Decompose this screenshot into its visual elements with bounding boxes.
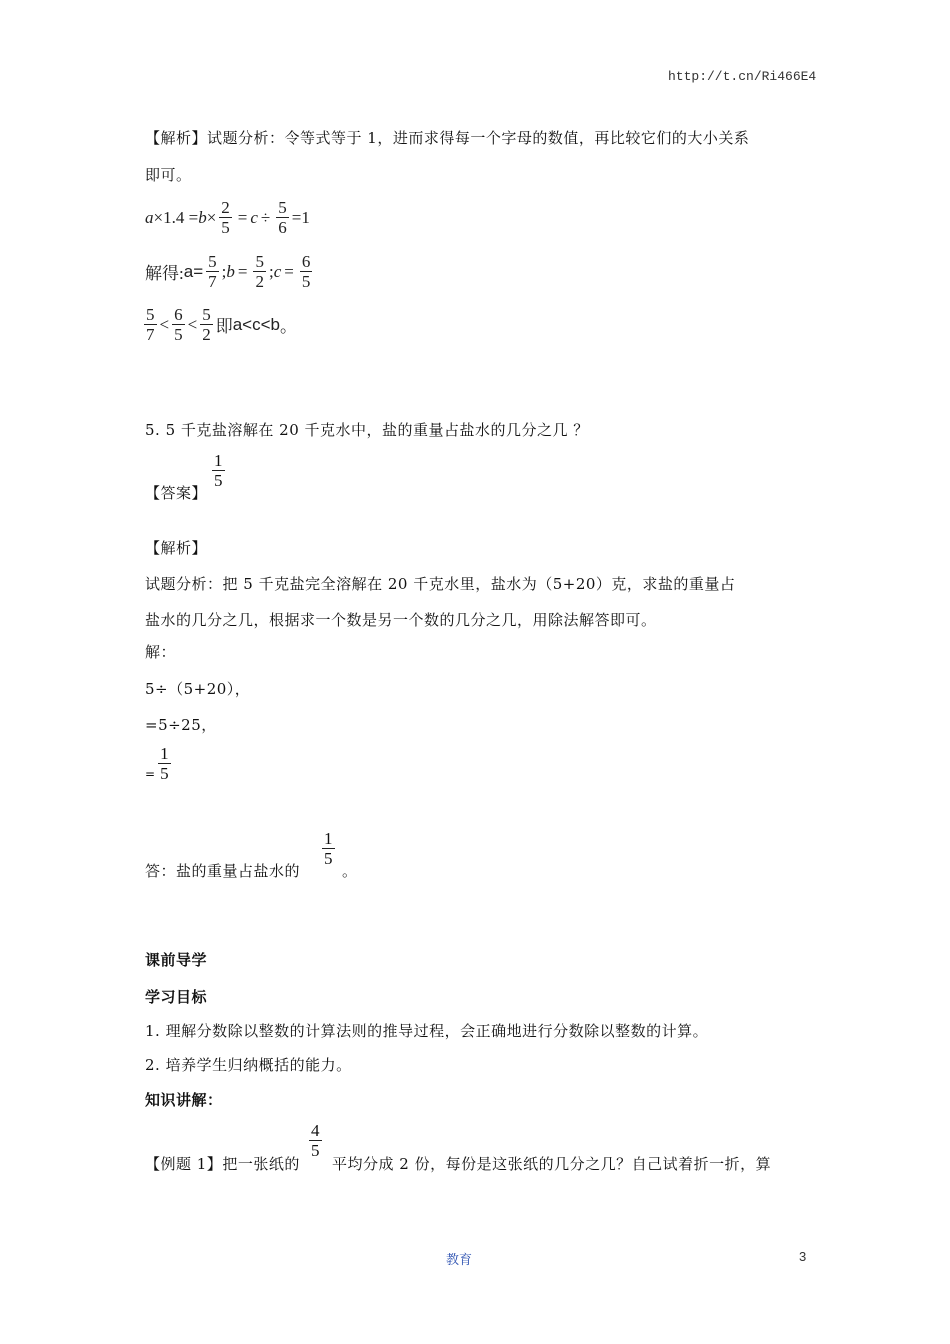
fraction-5-2: $\frac{5}{2}$	[255, 252, 264, 291]
fraction-5-6: $\frac{5}{6}$	[278, 198, 287, 237]
question-5-text: 5. 5 千克盐溶解在 20 千克水中，盐的重量占盐水的几分之几 ？	[145, 421, 589, 439]
knowledge-heading: 知识讲解：	[145, 1091, 223, 1109]
var-a: a	[145, 207, 154, 227]
separator: ;	[221, 261, 227, 281]
analysis-label: 【解析】	[145, 539, 208, 557]
step-3-equals: =	[145, 767, 156, 781]
goal-2: 2. 培养学生归纳概括的能力。	[145, 1056, 352, 1074]
var-c: c	[250, 207, 258, 227]
times-sign: ×	[206, 207, 217, 227]
answer-label: 【答案】	[145, 484, 208, 502]
conclusion-prefix: 即	[215, 317, 233, 336]
final-answer-fraction: $\frac{1}{5}$	[324, 829, 333, 868]
analysis-5-line-2: 盐水的几分之几，根据求一个数是另一个数的几分之几，用除法解答即可。	[145, 611, 657, 629]
fraction-6-5: $\frac{6}{5}$	[174, 305, 183, 344]
final-answer-period: 。	[342, 862, 358, 880]
analysis-line-1: 【解析】试题分析：令等式等于 1，进而求得每一个字母的数值，再比较它们的大小关系	[145, 129, 750, 147]
equals-sign: =	[284, 261, 294, 281]
separator: ;	[268, 261, 274, 281]
fraction-2-5: $\frac{2}{5}$	[221, 198, 230, 237]
var-c: c	[273, 261, 282, 281]
header-url[interactable]: http://t.cn/Ri466E4	[668, 69, 817, 84]
var-b: b	[226, 261, 235, 281]
equals-one: =1	[291, 207, 310, 227]
times-1-4: ×1.4 =	[153, 207, 199, 227]
footer-center: 教育	[446, 1252, 473, 1267]
fraction-5-7: $\frac{5}{7}$	[208, 252, 217, 291]
analysis-line-2: 即可。	[145, 166, 192, 184]
conclusion-order: a<c<b	[232, 314, 280, 334]
equation-3	[141, 305, 297, 344]
conclusion-period: 。	[279, 317, 297, 336]
equals-sign: =	[237, 207, 248, 227]
fraction-6-5: $\frac{6}{5}$	[301, 252, 311, 291]
solve-label: 解得:	[145, 264, 184, 283]
var-b: b	[198, 207, 207, 227]
example-fraction: $\frac{4}{5}$	[311, 1121, 320, 1160]
page-number: 3	[799, 1249, 807, 1264]
answer-fraction: $\frac{1}{5}$	[214, 451, 223, 490]
less-than: <	[159, 314, 170, 334]
equals-sign: =	[237, 261, 248, 281]
solve-step-1: 5÷（5+20），	[145, 680, 251, 698]
solve-label: 解：	[145, 643, 177, 661]
step-3-fraction: $\frac{1}{5}$	[160, 744, 169, 783]
a-equals: a=	[183, 261, 204, 281]
fraction-5-7: $\frac{5}{7}$	[146, 305, 155, 344]
preview-heading: 课前导学	[145, 951, 208, 969]
fraction-5-2: $\frac{5}{2}$	[202, 305, 211, 344]
equation-2	[145, 252, 315, 291]
less-than: <	[187, 314, 198, 334]
example-post: 平均分成 2 份，每份是这张纸的几分之几？自己试着折一折，算	[332, 1155, 772, 1173]
equation-1	[145, 198, 310, 237]
final-answer-text: 答：盐的重量占盐水的	[145, 862, 301, 880]
goal-1: 1. 理解分数除以整数的计算法则的推导过程，会正确地进行分数除以整数的计算。	[145, 1022, 709, 1040]
goals-heading: 学习目标	[145, 988, 208, 1006]
solve-step-3	[145, 744, 174, 783]
analysis-5-line-1: 试题分析：把 5 千克盐完全溶解在 20 千克水里，盐水为（5+20）克，求盐的重量占	[145, 575, 736, 593]
example-1-label	[145, 1154, 300, 1174]
example-bracket-label: 【例题 1】	[145, 1155, 223, 1173]
divide-sign: ÷	[260, 207, 271, 227]
example-pre: 把一张纸的	[222, 1155, 300, 1173]
solve-step-2: =5÷25，	[145, 716, 217, 734]
